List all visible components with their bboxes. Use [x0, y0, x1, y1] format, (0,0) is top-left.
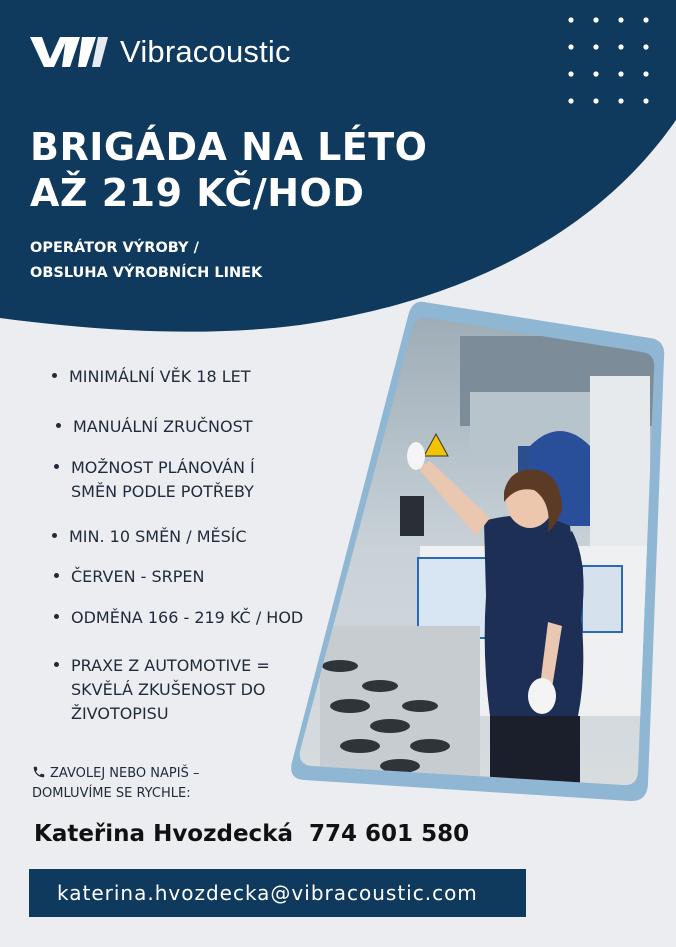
- brand-name: Vibracoustic: [120, 34, 291, 69]
- list-item: MANUÁLNÍ ZRUČNOST: [56, 415, 253, 439]
- list-item: ČERVEN - SRPEN: [54, 565, 205, 589]
- contact-note-line-1: ZAVOLEJ NEBO NAPIŠ –: [50, 766, 200, 781]
- subtitle-line-1: OPERÁTOR VÝROBY /: [30, 240, 199, 256]
- list-item: MOŽNOST PLÁNOVÁN Í SMĚN PODLE POTŘEBY: [54, 456, 255, 504]
- bullet-icon: [54, 662, 59, 667]
- bullet-icon: [54, 464, 59, 469]
- bullet-icon: [54, 573, 59, 578]
- decorative-dot-grid: [568, 16, 652, 106]
- headline-line-2: AŽ 219 KČ/HOD: [30, 171, 365, 215]
- contact-note: [32, 764, 199, 804]
- contact-phone[interactable]: 774 601 580: [309, 821, 470, 847]
- bullet-icon: [52, 533, 57, 538]
- bullet-icon: [52, 373, 57, 378]
- bullet-icon: [56, 423, 61, 428]
- email-bar[interactable]: [29, 869, 526, 917]
- contact-note-line-2: DOMLUVÍME SE RYCHLE:: [32, 786, 191, 801]
- page-title: [30, 124, 427, 216]
- contact-person: [34, 821, 469, 847]
- factory-worker-photo: [290, 296, 666, 806]
- list-item: ODMĚNA 166 - 219 KČ / HOD: [54, 606, 303, 630]
- brand-logo: [30, 34, 291, 70]
- contact-email[interactable]: katerina.hvozdecka@vibracoustic.com: [57, 881, 478, 905]
- headline-line-1: BRIGÁDA NA LÉTO: [30, 125, 428, 169]
- vibracoustic-logo-icon: [30, 35, 108, 69]
- contact-name: Kateřina Hvozdecká: [34, 821, 294, 847]
- list-item: PRAXE Z AUTOMOTIVE = SKVĚLÁ ZKUŠENOST DO ŽIVOTOPISU: [54, 654, 270, 726]
- list-item: MINIMÁLNÍ VĚK 18 LET: [52, 365, 251, 389]
- job-subtitle: [30, 236, 262, 286]
- phone-icon: [32, 765, 46, 779]
- bullet-icon: [54, 614, 59, 619]
- list-item: MIN. 10 SMĚN / MĚSÍC: [52, 525, 247, 549]
- subtitle-line-2: OBSLUHA VÝROBNÍCH LINEK: [30, 265, 263, 281]
